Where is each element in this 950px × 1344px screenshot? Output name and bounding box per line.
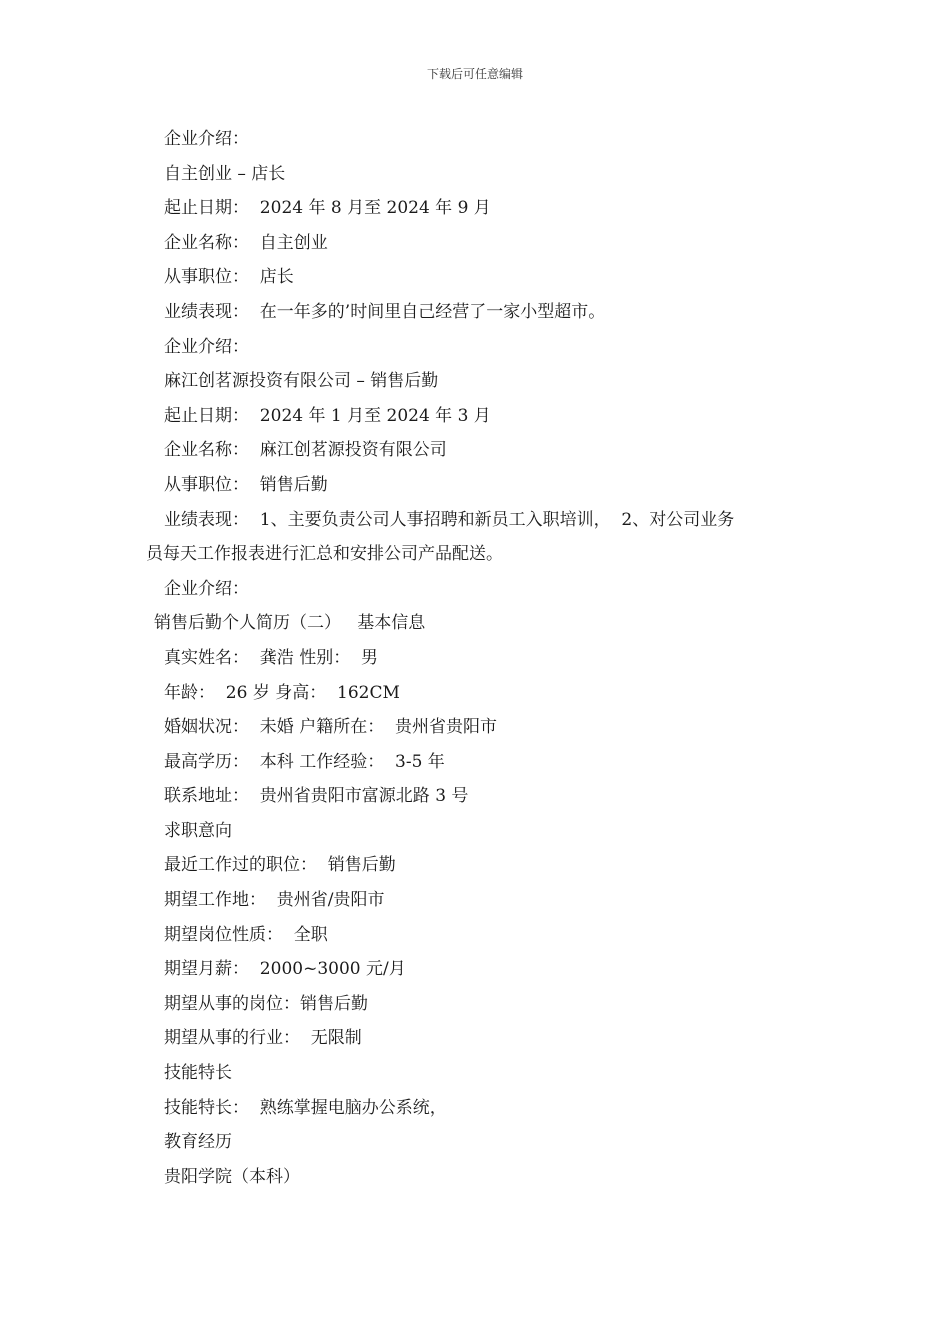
- text-line: 期望工作地： 贵州省/贵阳市: [164, 890, 385, 911]
- text-line: 贵阳学院（本科）: [164, 1166, 300, 1187]
- text-line: 期望从事的岗位：销售后勤: [164, 993, 368, 1014]
- text-line: 从事职位： 销售后勤: [164, 474, 328, 495]
- text-line: 真实姓名： 龚浩 性别： 男: [164, 647, 379, 668]
- text-line: 婚姻状况： 未婚 户籍所在： 贵州省贵阳市: [164, 717, 498, 738]
- text-line: 业绩表现： 在一年多的’时间里自己经营了一家小型超市。: [164, 301, 606, 322]
- section-heading: 销售后勤个人简历（二） 基本信息: [154, 613, 426, 634]
- text-line: 期望月薪： 2000~3000 元/月: [164, 959, 406, 980]
- text-line: 从事职位： 店长: [164, 267, 294, 288]
- text-line: 最高学历： 本科 工作经验： 3-5 年: [164, 751, 445, 772]
- text-line: 业绩表现： 1、主要负责公司人事招聘和新员工入职培训， 2、对公司业务: [164, 509, 735, 530]
- text-line: 麻江创茗源投资有限公司 – 销售后勤: [164, 371, 439, 392]
- text-line: 起止日期： 2024 年 1 月至 2024 年 3 月: [164, 405, 491, 426]
- page-header: 下载后可任意编辑: [426, 67, 523, 81]
- text-line: 企业介绍：: [164, 578, 249, 599]
- text-line: 企业名称： 自主创业: [164, 232, 328, 253]
- text-line: 员每天工作报表进行汇总和安排公司产品配送。: [146, 544, 503, 565]
- text-line: 起止日期： 2024 年 8 月至 2024 年 9 月: [164, 198, 491, 219]
- section-heading: 教育经历: [164, 1132, 232, 1153]
- section-heading: 求职意向: [164, 820, 232, 841]
- text-line: 期望从事的行业： 无限制: [164, 1028, 362, 1049]
- text-line: 最近工作过的职位： 销售后勤: [164, 855, 396, 876]
- text-line: 企业名称： 麻江创茗源投资有限公司: [164, 440, 447, 461]
- text-line: 企业介绍：: [164, 336, 249, 357]
- text-line: 年龄： 26 岁 身高： 162CM: [164, 682, 400, 703]
- text-line: 期望岗位性质： 全职: [164, 924, 328, 945]
- text-line: 企业介绍：: [164, 129, 249, 149]
- text-line: 自主创业 – 店长: [164, 163, 286, 184]
- text-line: 技能特长： 熟练掌握电脑办公系统，: [164, 1097, 447, 1118]
- text-line: 联系地址： 贵州省贵阳市富源北路 3 号: [164, 786, 469, 807]
- document-body: [146, 122, 826, 1194]
- section-heading: 技能特长: [164, 1063, 232, 1084]
